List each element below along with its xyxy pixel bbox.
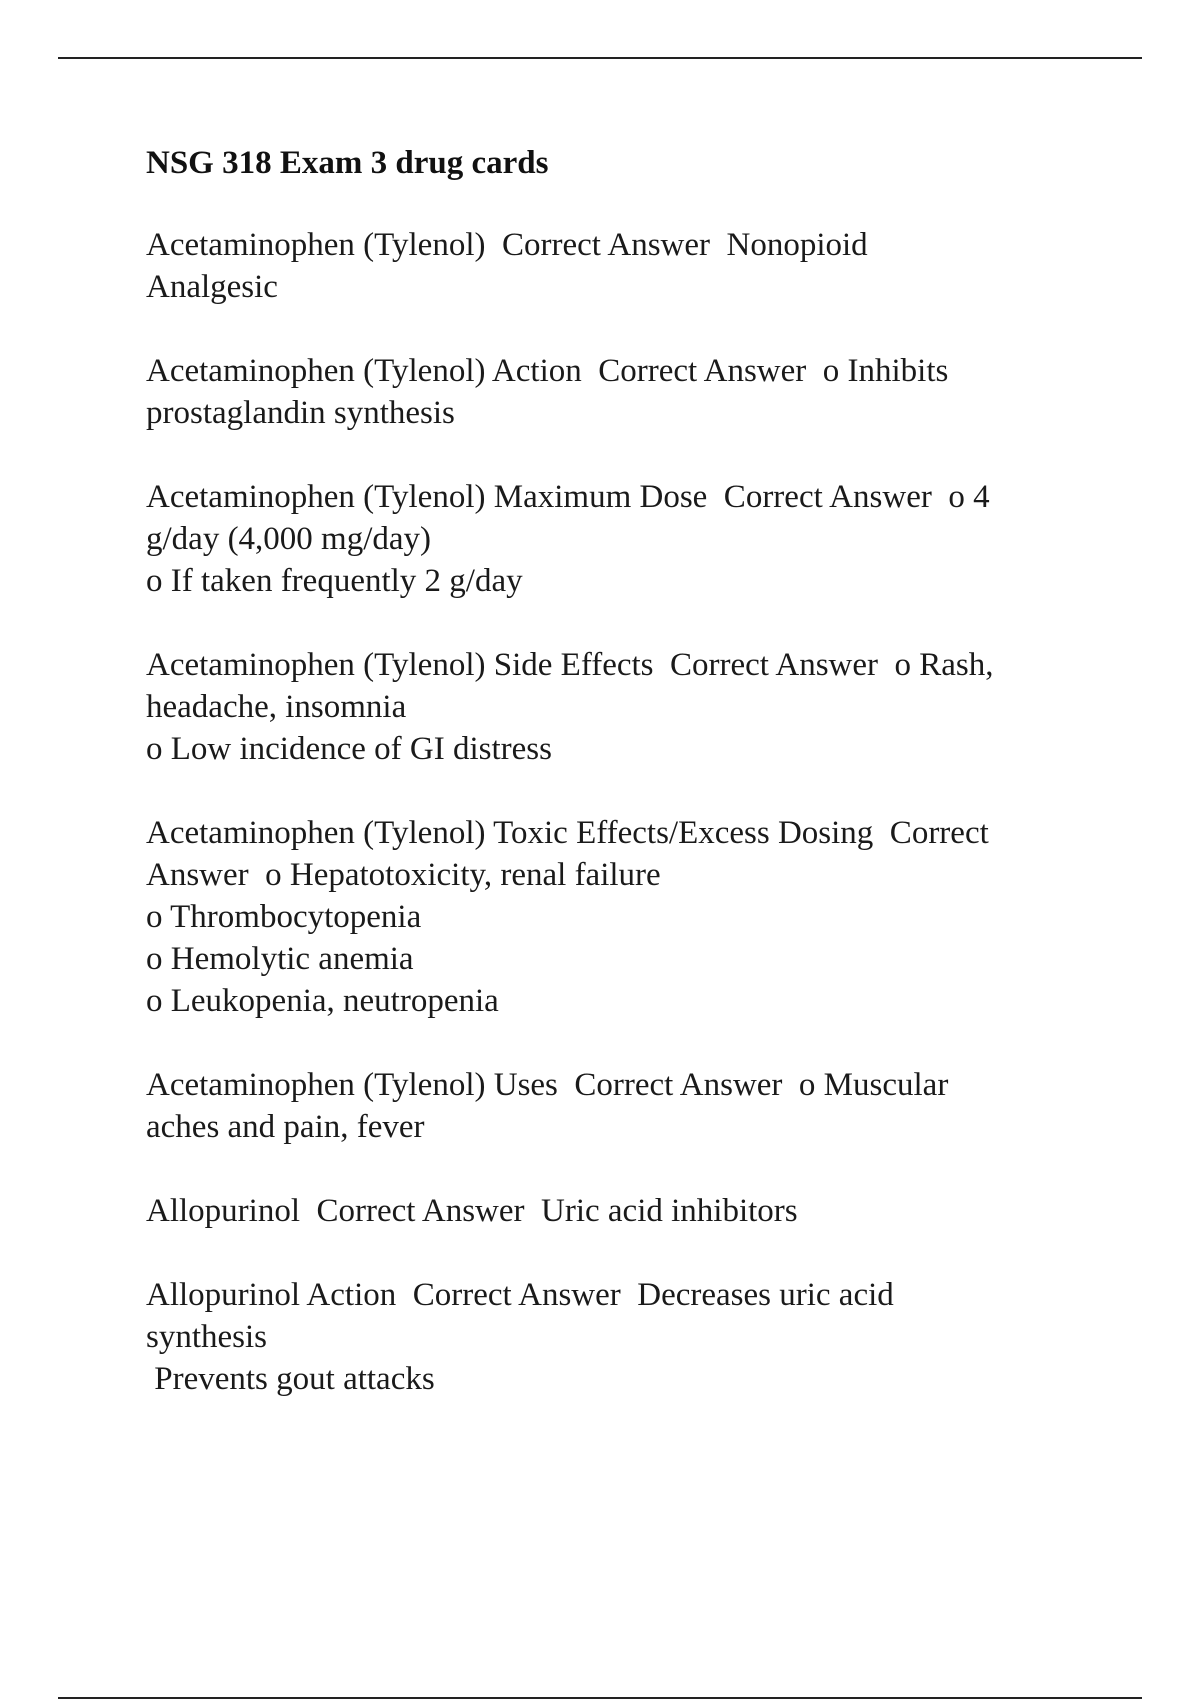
card-list (146, 224, 1086, 1400)
card-line: headache, insomnia (146, 689, 407, 725)
drug-card (146, 1190, 1086, 1232)
card-line: Acetaminophen (Tylenol) Toxic Effects/Excess Dosing Correct (146, 815, 989, 851)
card-line: Allopurinol Correct Answer Uric acid inhibitors (146, 1193, 798, 1229)
drug-card (146, 1274, 1086, 1400)
card-line: Acetaminophen (Tylenol) Correct Answer Nonopioid (146, 227, 868, 263)
card-line: o Low incidence of GI distress (146, 731, 552, 767)
card-line: Acetaminophen (Tylenol) Uses Correct Answer o Muscular (146, 1067, 949, 1103)
card-line: aches and pain, fever (146, 1109, 425, 1145)
top-divider (58, 57, 1142, 59)
drug-card (146, 1064, 1086, 1148)
bottom-divider (58, 1697, 1142, 1699)
card-line: Acetaminophen (Tylenol) Maximum Dose Correct Answer o 4 (146, 479, 990, 515)
card-line: Acetaminophen (Tylenol) Side Effects Correct Answer o Rash, (146, 647, 994, 683)
drug-card (146, 224, 1086, 308)
card-line: g/day (4,000 mg/day) (146, 521, 432, 557)
card-line: Answer o Hepatotoxicity, renal failure (146, 857, 661, 893)
card-line: Prevents gout attacks (146, 1361, 435, 1397)
drug-card (146, 350, 1086, 434)
document-body (146, 142, 1086, 1442)
card-line: Allopurinol Action Correct Answer Decreases uric acid (146, 1277, 894, 1313)
drug-card (146, 644, 1086, 770)
card-line: Analgesic (146, 269, 278, 305)
document-title: NSG 318 Exam 3 drug cards (146, 145, 549, 181)
card-line: Acetaminophen (Tylenol) Action Correct Answer o Inhibits (146, 353, 949, 389)
card-line: prostaglandin synthesis (146, 395, 455, 431)
card-line: synthesis (146, 1319, 268, 1355)
drug-card (146, 476, 1086, 602)
drug-card (146, 812, 1086, 1022)
card-line: o Leukopenia, neutropenia (146, 983, 499, 1019)
card-line: o If taken frequently 2 g/day (146, 563, 523, 599)
card-line: o Thrombocytopenia (146, 899, 422, 935)
card-line: o Hemolytic anemia (146, 941, 414, 977)
